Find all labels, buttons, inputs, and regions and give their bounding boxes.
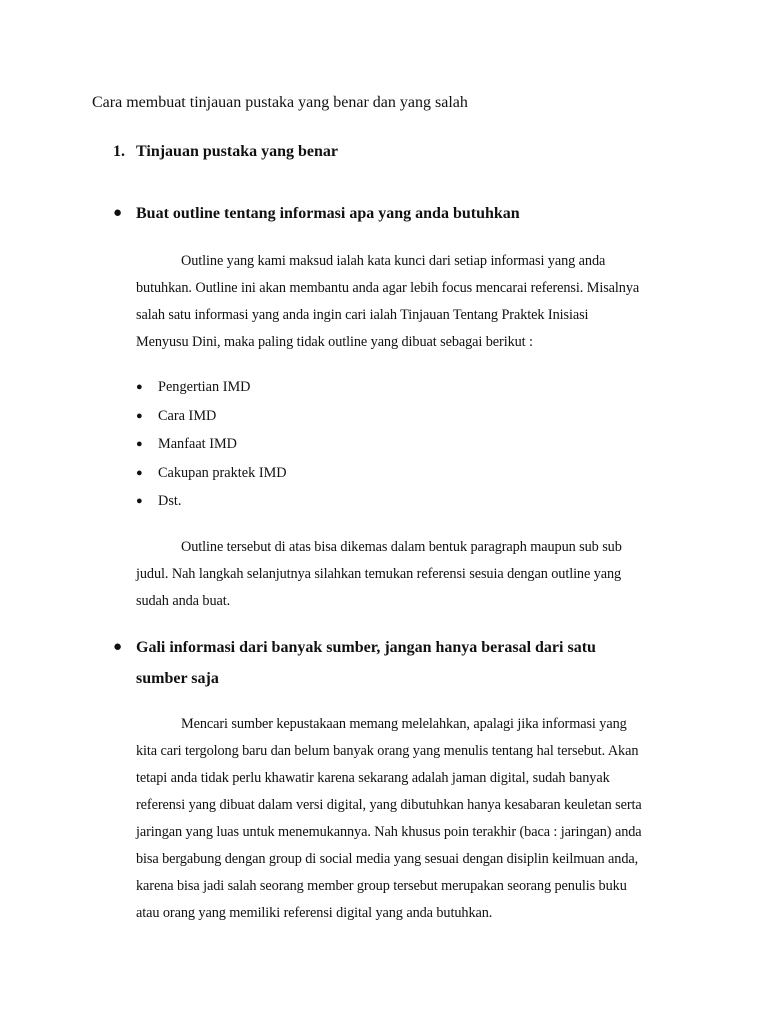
- paragraph-line: karena bisa jadi salah seorang member group tersebut merupakan seorang penulis buku: [136, 878, 627, 894]
- bullet-icon: ●: [136, 409, 143, 422]
- list-item-text: Manfaat IMD: [158, 436, 238, 452]
- section-heading-text: Tinjauan pustaka yang benar: [136, 143, 338, 160]
- list-item-text: Cakupan praktek IMD: [158, 464, 287, 481]
- section-heading-1: [113, 141, 673, 163]
- document-title: Cara membuat tinjauan pustaka yang benar dan yang salah: [92, 94, 468, 111]
- paragraph-line: salah satu informasi yang anda ingin cari ialah Tinjauan Tentang Praktek Inisiasi: [136, 307, 589, 323]
- paragraph-line: judul. Nah langkah selanjutnya silahkan temukan referensi sesuia dengan outline yang: [136, 566, 622, 582]
- paragraph-line: butuhkan. Outline ini akan membantu anda agar lebih focus mencarai referensi. Misalnya: [136, 280, 640, 296]
- bullet-heading-outline: [113, 198, 673, 229]
- paragraph-line: Menyusu Dini, maka paling tidak outline yang dibuat sebagai berikut :: [136, 334, 533, 350]
- paragraph-line: jaringan yang luas untuk menemukannya. Nah khusus poin terakhir (baca : jaringan) anda: [136, 824, 642, 840]
- paragraph-line: tetapi anda tidak perlu khawatir karena sekarang adalah jaman digital, sudah banyak: [136, 770, 610, 786]
- section-number: 1.: [113, 143, 125, 160]
- list-item: [136, 376, 536, 405]
- paragraph-line: bisa bergabung dengan group di social media yang sesuai dengan disiplin keilmuan anda,: [136, 851, 639, 867]
- paragraph-sources: [136, 711, 681, 927]
- list-item: [136, 462, 536, 491]
- list-item: [136, 405, 536, 434]
- paragraph-line: Outline tersebut di atas bisa dikemas dalam bentuk paragraph maupun sub sub: [181, 539, 622, 555]
- bullet-heading-text: Buat outline tentang informasi apa yang anda butuhkan: [136, 205, 520, 222]
- paragraph-line: Outline yang kami maksud ialah kata kunci dari setiap informasi yang anda: [181, 253, 606, 269]
- heading-line: sumber saja: [136, 670, 219, 687]
- bullet-heading-text: [136, 632, 673, 694]
- list-item: [136, 433, 536, 462]
- bullet-icon: ●: [136, 466, 143, 479]
- list-item-text: Cara IMD: [158, 407, 217, 424]
- list-item-text: Pengertian IMD: [158, 379, 251, 395]
- bullet-icon: ●: [136, 438, 143, 450]
- list-item: [136, 490, 536, 519]
- list-item-text: Dst.: [158, 493, 182, 509]
- paragraph-outline-followup: [136, 534, 681, 615]
- heading-line: Gali informasi dari banyak sumber, jangan hanya berasal dari satu: [136, 639, 596, 656]
- paragraph-outline-intro: [136, 248, 681, 356]
- bullet-icon: ●: [113, 639, 123, 655]
- paragraph-line: kita cari tergolong baru dan belum banyak orang yang menulis tentang hal tersebut. Akan: [136, 743, 639, 759]
- bullet-icon: ●: [136, 495, 143, 507]
- bullet-icon: ●: [136, 381, 143, 393]
- bullet-icon: ●: [113, 205, 123, 221]
- paragraph-line: referensi yang dibuat dalam versi digital, yang dibutuhkan hanya kesabaran keuletan serta: [136, 797, 642, 813]
- bullet-heading-sources: [113, 632, 673, 694]
- outline-list: [136, 376, 536, 519]
- paragraph-line: Mencari sumber kepustakaan memang melelahkan, apalagi jika informasi yang: [181, 716, 627, 732]
- paragraph-line: sudah anda buat.: [136, 593, 231, 609]
- paragraph-line: atau orang yang memiliki referensi digital yang anda butuhkan.: [136, 905, 493, 921]
